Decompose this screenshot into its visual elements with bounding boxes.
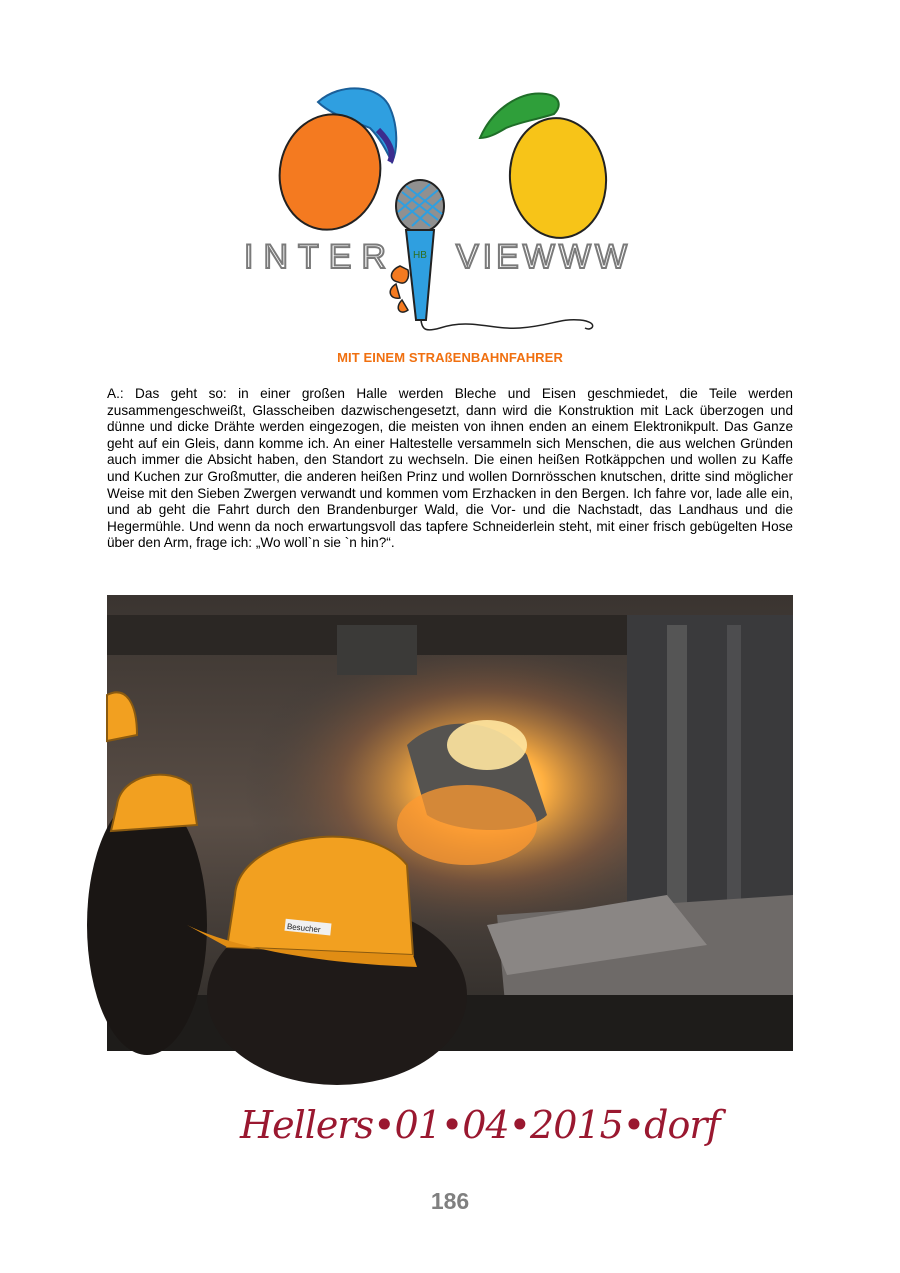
logo-text-inter: INTER — [244, 238, 396, 276]
handwritten-signature — [230, 1062, 720, 1162]
interview-logo-drawing — [230, 80, 670, 340]
steel-mill-photo — [107, 595, 793, 1051]
right-structure — [627, 615, 793, 915]
helmet-label: Besucher — [286, 921, 322, 935]
interview-logo — [230, 80, 670, 340]
signature-drawing — [230, 1062, 720, 1162]
signature-text: Hellers•01•04•2015•dorf — [240, 1103, 720, 1147]
page-number: 186 — [430, 1188, 470, 1214]
article-heading: MIT EINEM STRAßENBAHNFAHRER — [337, 350, 563, 365]
steel-mill-scene — [107, 595, 793, 1051]
yellow-head-icon — [505, 114, 611, 242]
logo-text-view: VIEWWW — [456, 238, 632, 276]
article-paragraph: A.: Das geht so: in einer großen Halle werden Bleche und Eisen geschmiedet, die Teile werden zusammengeschweißt, Glasscheiben dazwischengesetzt, dann wird die Konstruktion mit Lack überzogen und dünne und dicke Drähte werden eingezogen, die meisten von ihnen enden an einem Elektronikpult. Das Ganze geht auf ein Gleis, dann komme ich. An einer Haltestelle versammeln sich Menschen, die aus welchen Gründen auch immer die Absicht haben, den Standort zu wechseln. Die einen heißen Rotkäppchen und wollen zu Kaffe und Kuchen zur Großmutter, die anderen heißen Prinz und wollen Dornrösschen knutschen, dritte sind möglicher Weise mit den Sieben Zwergen verwandt und kommen vom Erzhacken in den Bergen. Ich fahre vor, lade alle ein, und ab geht die Fahrt durch den Brandenburger Wald, die Vor- und die Nachstadt, das Landhaus und die Hegermühle. Und wenn da noch erwartungsvoll das tapfere Schneiderlein steht, mit einer frisch gebügelten Hose über den Arm, frage ich: „Wo woll`n sie `n hin?“. — [107, 386, 793, 551]
visitor-left — [87, 795, 207, 1055]
mic-label: HB — [413, 250, 427, 261]
